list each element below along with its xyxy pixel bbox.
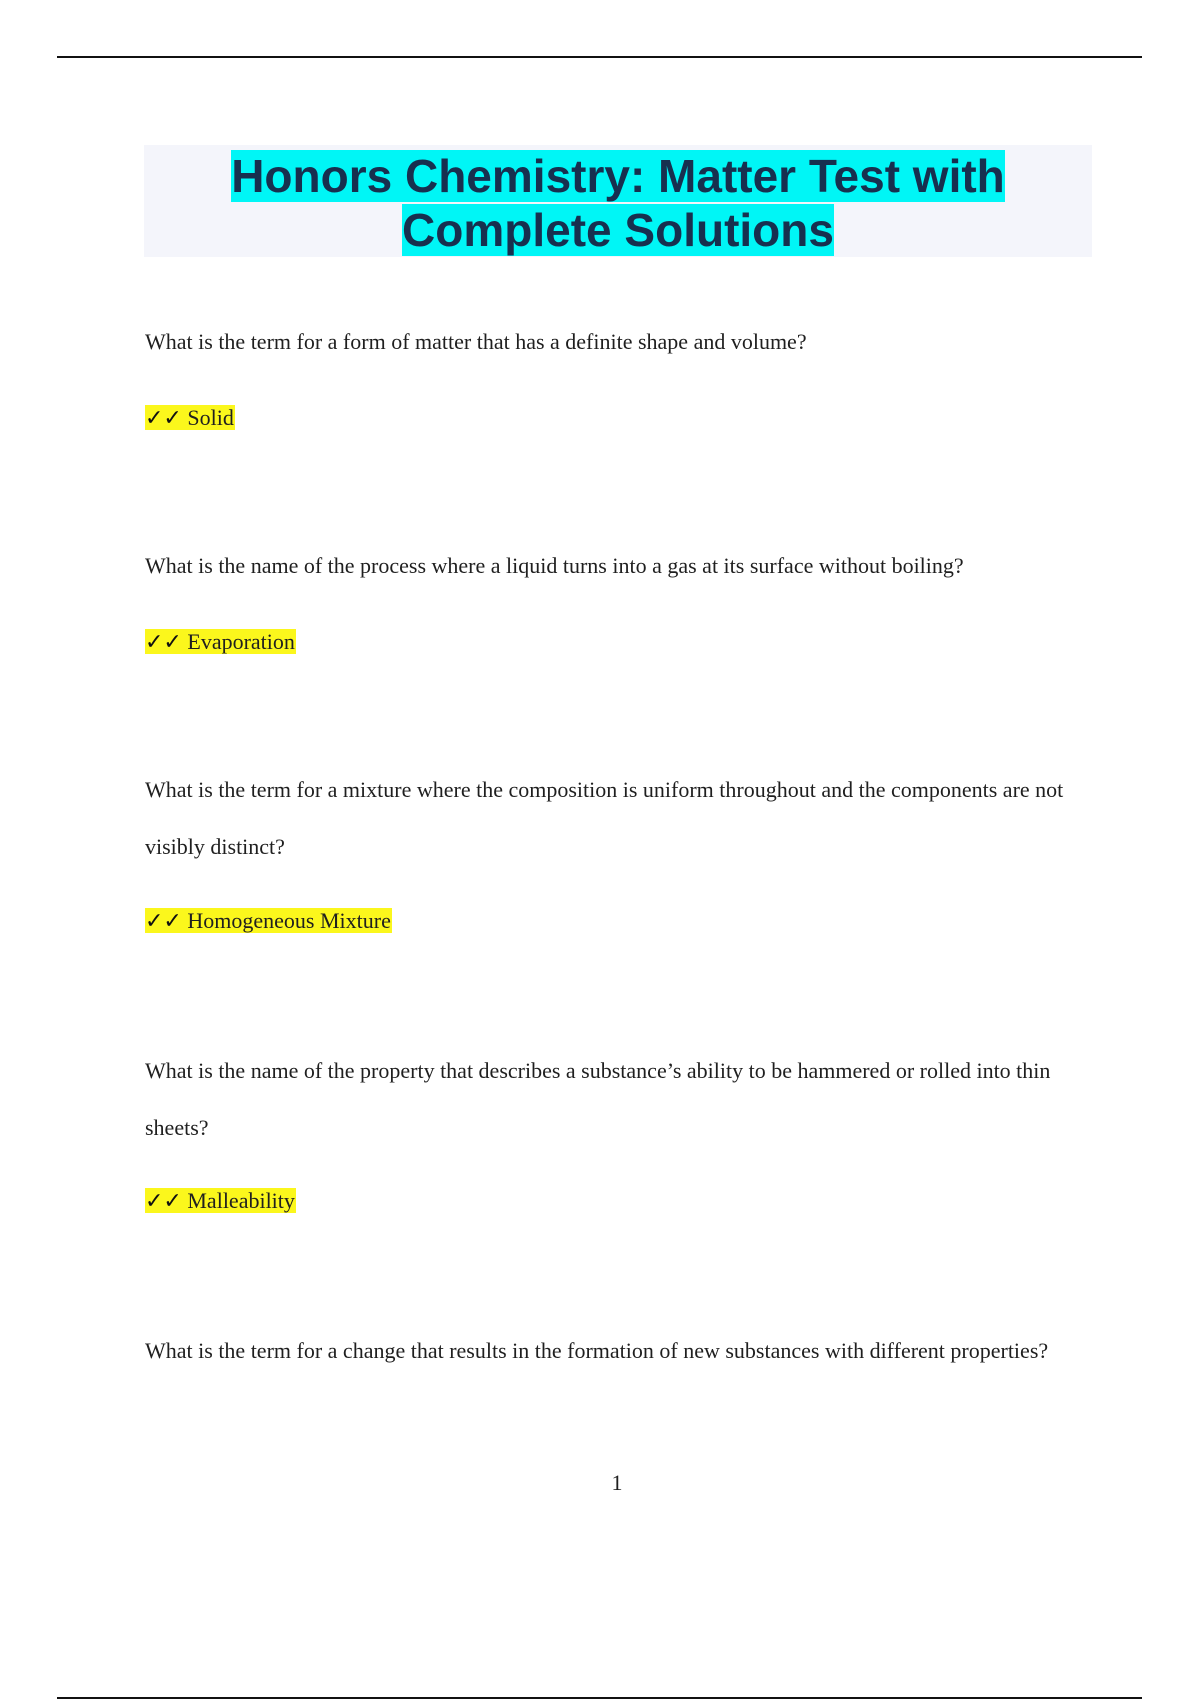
- question-text: What is the name of the property that describes a substance’s ability to be hammered or rolled into thin sheets?: [145, 1058, 1051, 1140]
- answer-line: [145, 1184, 296, 1219]
- top-rule: [57, 56, 1142, 58]
- question-text: What is the term for a mixture where the composition is uniform throughout and the components are not visibly distinct?: [145, 777, 1064, 859]
- question-item: [145, 1042, 1085, 1156]
- double-check-icon: ✓✓: [145, 1189, 182, 1214]
- double-check-icon: ✓✓: [145, 909, 182, 934]
- answer-line: [145, 625, 296, 660]
- double-check-icon: ✓✓: [145, 406, 182, 431]
- answer-highlight: [145, 629, 296, 654]
- question-item: [145, 313, 1085, 370]
- answer-text: Solid: [187, 405, 234, 430]
- answer-text: Evaporation: [187, 629, 295, 654]
- double-check-icon: ✓✓: [145, 630, 182, 655]
- page-number: 1: [611, 1470, 623, 1495]
- question-text: What is the term for a change that results in the formation of new substances with different properties?: [145, 1338, 1049, 1363]
- question-item: [145, 1322, 1085, 1379]
- question-text: What is the term for a form of matter that has a definite shape and volume?: [145, 329, 807, 354]
- answer-text: Homogeneous Mixture: [187, 908, 391, 933]
- document-title-text: Honors Chemistry: Matter Test with Complete Solutions: [231, 150, 1005, 256]
- answer-highlight: [145, 1188, 296, 1213]
- answer-highlight: [145, 908, 392, 933]
- answer-line: [145, 401, 235, 436]
- title-banner: [144, 145, 1092, 257]
- question-text: What is the name of the process where a liquid turns into a gas at its surface without boiling?: [145, 553, 964, 578]
- bottom-rule: [57, 1697, 1142, 1699]
- answer-line: [145, 904, 392, 939]
- document-title: [144, 145, 1092, 257]
- answer-highlight: [145, 405, 235, 430]
- question-item: [145, 761, 1085, 875]
- answer-text: Malleability: [187, 1188, 295, 1213]
- question-item: [145, 537, 1085, 594]
